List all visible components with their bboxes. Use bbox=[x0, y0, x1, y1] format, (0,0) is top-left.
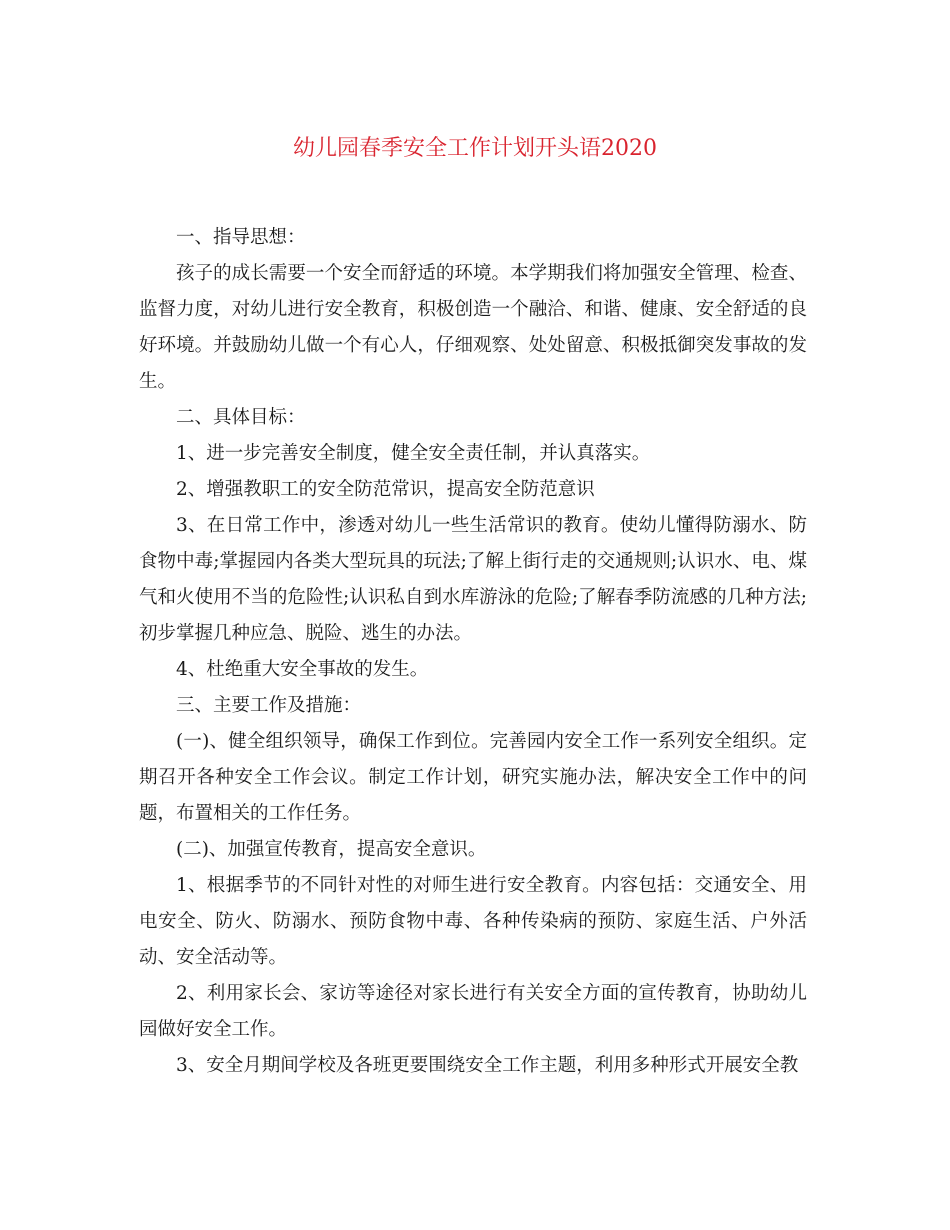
measure-item-2: (二)、加强宣传教育，提高安全意识。 bbox=[176, 839, 487, 860]
measure-item-1: (一)、健全组织领导，确保工作到位。完善园内安全工作一系列安全组织。定期召开各种安全工作会议。制定工作计划，研究实施办法，解决安全工作中的问题，布置相关的工作任务。 bbox=[139, 731, 807, 824]
goal-item-3: 3、在日常工作中，渗透对幼儿一些生活常识的教育。使幼儿懂得防溺水、防食物中毒;掌握园内各类大型玩具的玩法;了解上街行走的交通规则;认识水、电、煤气和火使用不当的危险性;认识私自到水库游泳的危险;了解春季防流感的几种方法;初步掌握几种应急、脱险、逃生的办法。 bbox=[139, 515, 807, 644]
section-heading-guiding-thought: 一、指导思想： bbox=[176, 227, 306, 248]
goal-item-1: 1、进一步完善安全制度，健全安全责任制，并认真落实。 bbox=[176, 443, 651, 464]
publicity-item-3: 3、安全月期间学校及各班更要围绕安全工作主题，利用多种形式开展安全教 bbox=[176, 1055, 799, 1076]
section-heading-specific-goals: 二、具体目标： bbox=[176, 407, 306, 428]
publicity-item-1: 1、根据季节的不同针对性的对师生进行安全教育。内容包括：交通安全、用电安全、防火、防溺水、预防食物中毒、各种传染病的预防、家庭生活、户外活动、安全活动等。 bbox=[139, 875, 807, 968]
document-title: 幼儿园春季安全工作计划开头语2020 bbox=[293, 136, 657, 161]
document-body bbox=[139, 220, 807, 1084]
goal-item-2: 2、增强教职工的安全防范常识，提高安全防范意识 bbox=[176, 479, 595, 500]
goal-item-4: 4、杜绝重大安全事故的发生。 bbox=[176, 659, 429, 680]
paragraph-guiding-thought: 孩子的成长需要一个安全而舒适的环境。本学期我们将加强安全管理、检查、监督力度，对幼儿进行安全教育，积极创造一个融洽、和谐、健康、安全舒适的良好环境。并鼓励幼儿做一个有心人，仔细观察、处处留意、积极抵御突发事故的发生。 bbox=[139, 263, 807, 392]
section-heading-main-work: 三、主要工作及措施： bbox=[176, 695, 362, 716]
publicity-item-2: 2、利用家长会、家访等途径对家长进行有关安全方面的宣传教育，协助幼儿园做好安全工作。 bbox=[139, 983, 807, 1040]
